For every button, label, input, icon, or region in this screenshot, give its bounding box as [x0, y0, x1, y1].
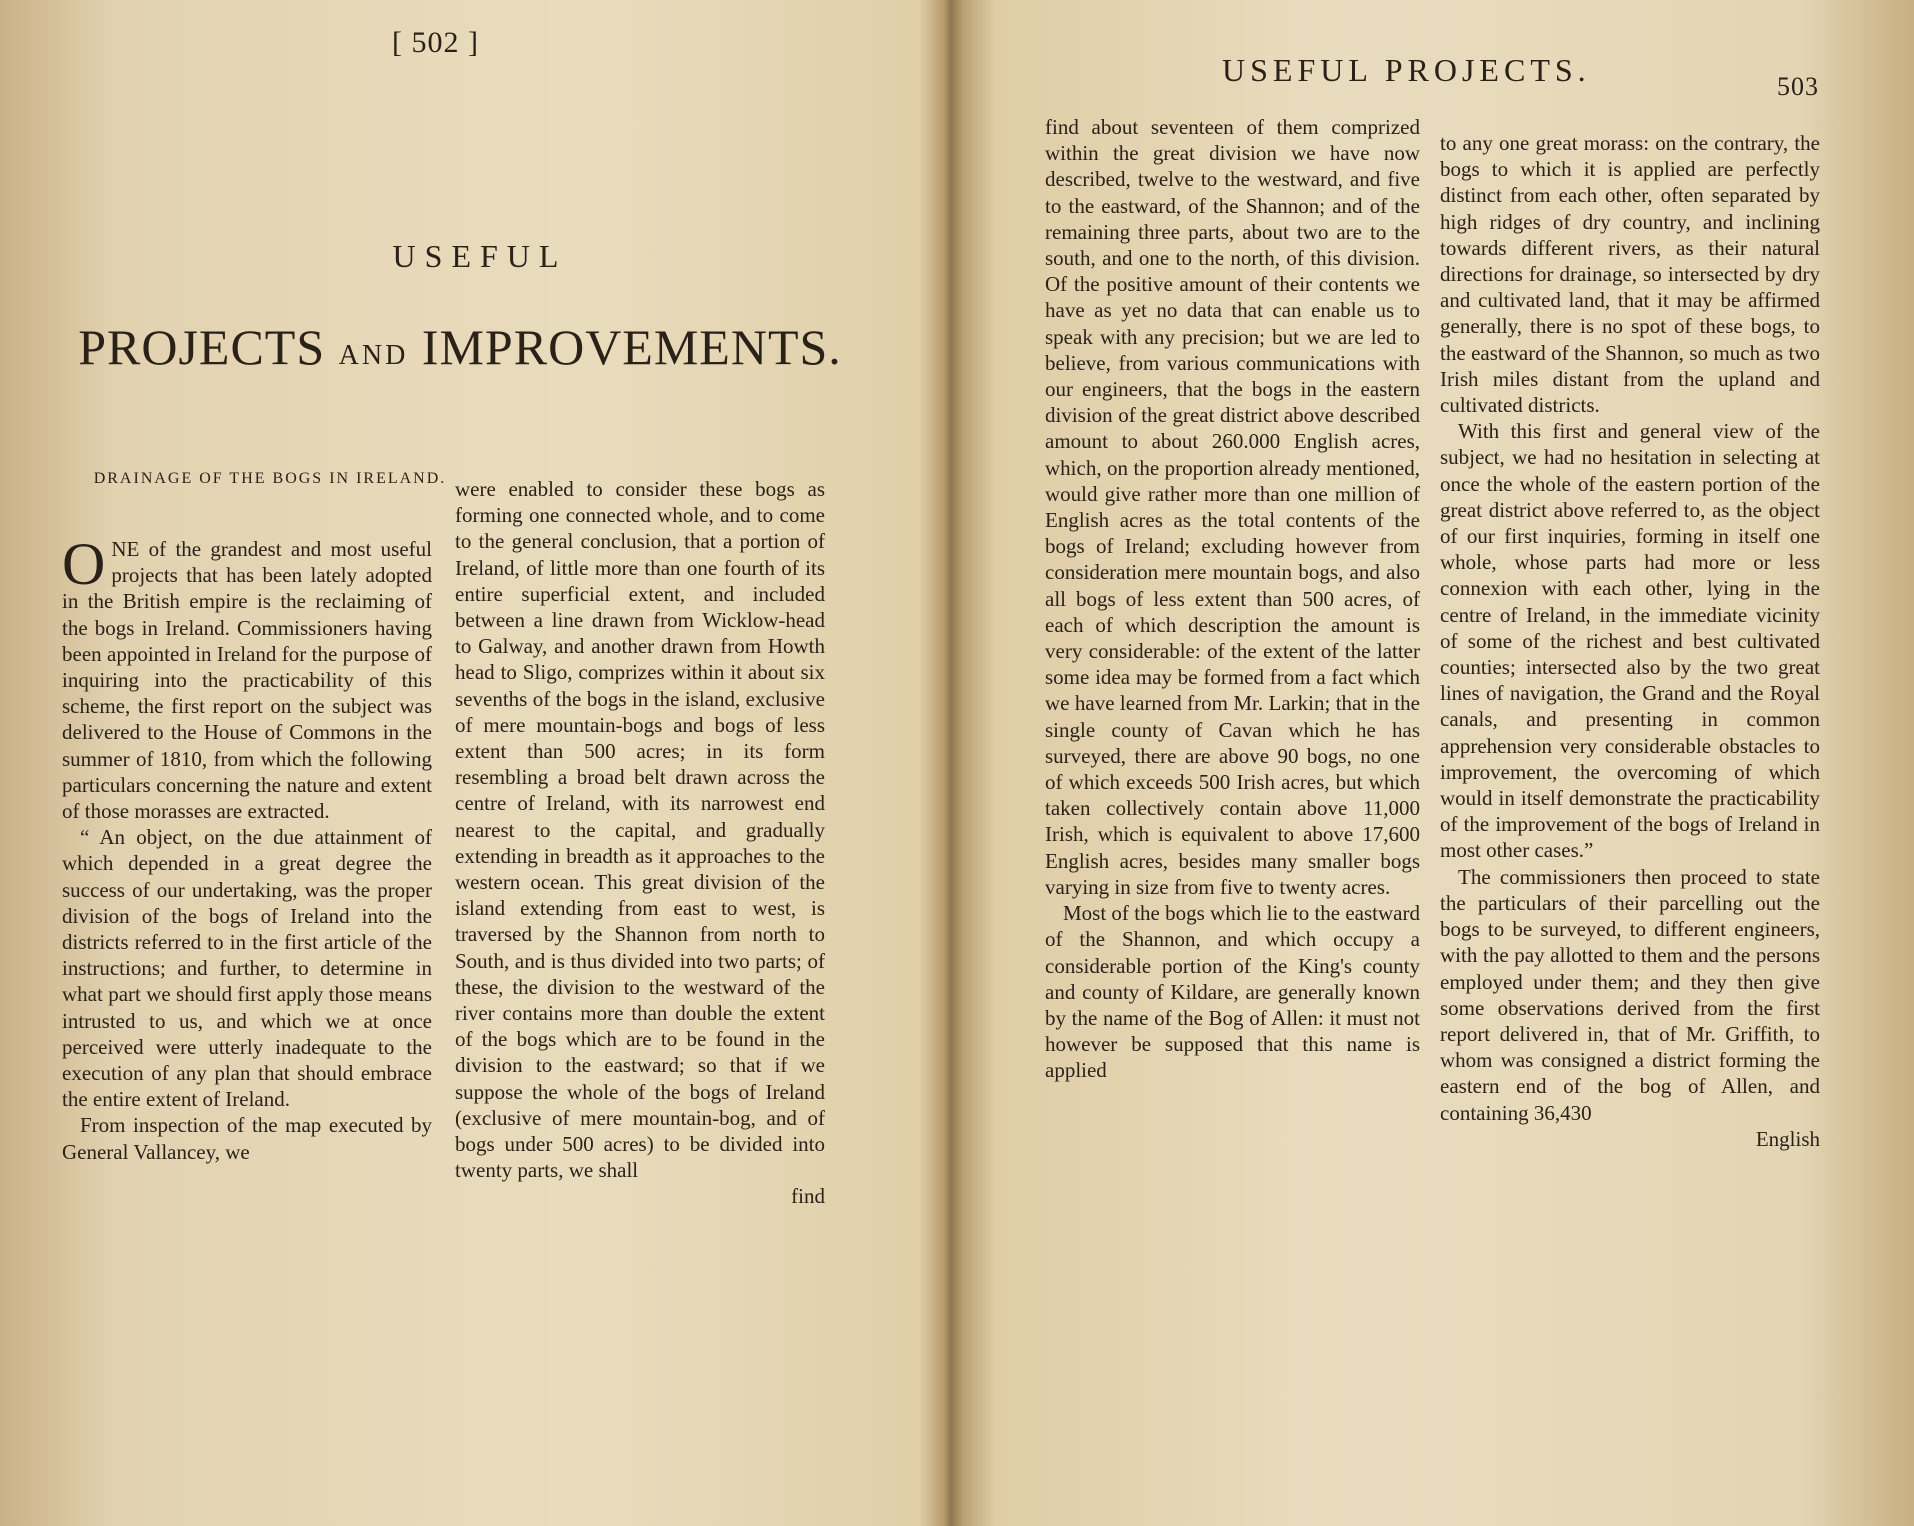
left-page — [0, 0, 945, 1526]
page-number-left: [ 502 ] — [392, 26, 479, 59]
title-line-2 — [70, 318, 850, 376]
right-column-2 — [1440, 130, 1820, 1152]
paragraph-1 — [62, 531, 432, 824]
title-word-and: AND — [338, 340, 409, 371]
paragraph-4: were enabled to consider these bogs as forming one connected whole, and to come to the general conclusion, that a portion of Ireland, of little more than one fourth of its entire superficial extent, and included between a line drawn from Wicklow-head to Galway, and another drawn from Howth head to Sligo, comprizes within it about six sevenths of the bogs in the island, exclusive of mere mountain-bogs and bogs of less extent than 500 acres; in its form resembling a broad belt drawn across the centre of Ireland, with its narrowest end nearest to the capital, and gradually extending in breadth as it approaches to the western ocean. This great division of the island extending from east to west, is traversed by the Shannon from north to South, and is thus divided into two parts; of these, the division to the westward of the river contains more than double the extent of the bogs which are to be found in the division to the eastward; so that if we suppose the whole of the bogs of Ireland (exclusive of mere mountain-bog, and of bogs under 500 acres) to be divided into twenty parts, we shall — [455, 477, 825, 1183]
left-column-2 — [455, 476, 825, 1210]
paragraph-2: “ An object, on the due attainment of which depended in a great degree the success of our undertaking, was the proper division of the bogs of Ireland into the districts referred to in the first article of the instructions; and further, to determine in what part we should first apply those means intrusted to us, and which we at once perceived were utterly inadequate to the execution of any plan that should embrace the entire extent of Ireland. — [62, 825, 432, 1112]
paragraph-1-text: NE of the grandest and most useful projects that has been lately adopted in the British empire is the reclaiming of the bogs in Ireland. Commissioners having been appointed in Ireland for the purpose of inquiring into the practicability of this scheme, the first report on the subject was delivered to the House of Commons in the summer of 1810, from which the following particulars concerning the nature and extent of those morasses are extracted. — [62, 537, 432, 824]
title-word-projects: PROJECTS — [78, 319, 326, 375]
drop-cap: O — [62, 531, 106, 597]
paragraph-5: find about seventeen of them comprized within the great division we have now described, twelve to the westward, and five to the eastward, of the Shannon; and of the remaining three parts, about two are to the south, and one to the north, of this division. Of the positive amount of their contents we have as yet no data that can enable us to speak with any precision; but we are led to believe, from various communications with our engineers, that the bogs in the eastern division of the great district above described amount to about 260.000 English acres, which, on the proportion already mentioned, would give rather more than one million of English acres as the total contents of the bogs of Ireland; excluding however from consideration mere mountain bogs, and also all bogs of less extent than 500 acres, of each of which description the amount is very considerable: of the extent of the latter some idea may be formed from a fact which we have learned from Mr. Larkin; that in the single county of Cavan which he has surveyed, there are above 90 bogs, no one of which exceeds 500 Irish acres, but which taken collectively contain above 11,000 Irish, which is equivalent to above 17,600 English acres, besides many smaller bogs varying in size from five to twenty acres. — [1045, 115, 1420, 899]
section-heading: DRAINAGE OF THE BOGS IN IRELAND. — [93, 470, 447, 487]
paragraph-9: The commissioners then proceed to state the particulars of their parcelling out the bogs to be surveyed, to different engineers, with the pay allotted to them and the persons employed under them; and they then give some observations derived from the first report delivered in, that of Mr. Griffith, to whom was consigned a district forming the eastern end of the bog of Allen, and containing 36,430 — [1440, 864, 1820, 1125]
catchword-right: English — [1755, 1126, 1820, 1151]
running-head: USEFUL PROJECTS. — [1222, 52, 1591, 88]
right-column-1 — [1045, 114, 1420, 1084]
paragraph-3: From inspection of the map executed by General Vallancey, we — [62, 1113, 432, 1164]
title-word-improvements: IMPROVEMENTS. — [421, 319, 842, 375]
paragraph-6: Most of the bogs which lie to the eastward of the Shannon, and which occupy a considerable portion of the King's county and county of Kildare, are generally known by the name of the Bog of Allen: it must not however be supposed that this name is applied — [1045, 901, 1420, 1083]
page-number-right: 503 — [1777, 72, 1819, 101]
left-column-1 — [62, 531, 432, 1165]
right-page — [960, 0, 1914, 1526]
paragraph-8: With this first and general view of the subject, we had no hesitation in selecting at once the whole of the eastern portion of the great district above referred to, as the object of our first inquiries, forming in itself one whole, whose parts had more or less connexion with each other, lying in the centre of Ireland, in the immediate vicinity of some of the richest and best cultivated counties; intersected also by the two great lines of navigation, the Grand and the Royal canals, and presenting in common apprehension very considerable obstacles to improvement, the overcoming of which would in itself demonstrate the practicability of the improvement of the bogs of Ireland in most other cases.” — [1440, 419, 1820, 863]
title-line-1: USEFUL — [392, 238, 568, 274]
catchword-left: find — [791, 1184, 825, 1209]
paragraph-7: to any one great morass: on the contrary, the bogs to which it is applied are perfectly distinct from each other, often separated by high ridges of dry country, and inclining towards different rivers, as their natural directions for drainage, so intersected by dry and cultivated land, that it may be affirmed generally, there is no spot of these bogs, to the eastward of the Shannon, so much as two Irish miles distant from the upland and cultivated districts. — [1440, 131, 1820, 418]
